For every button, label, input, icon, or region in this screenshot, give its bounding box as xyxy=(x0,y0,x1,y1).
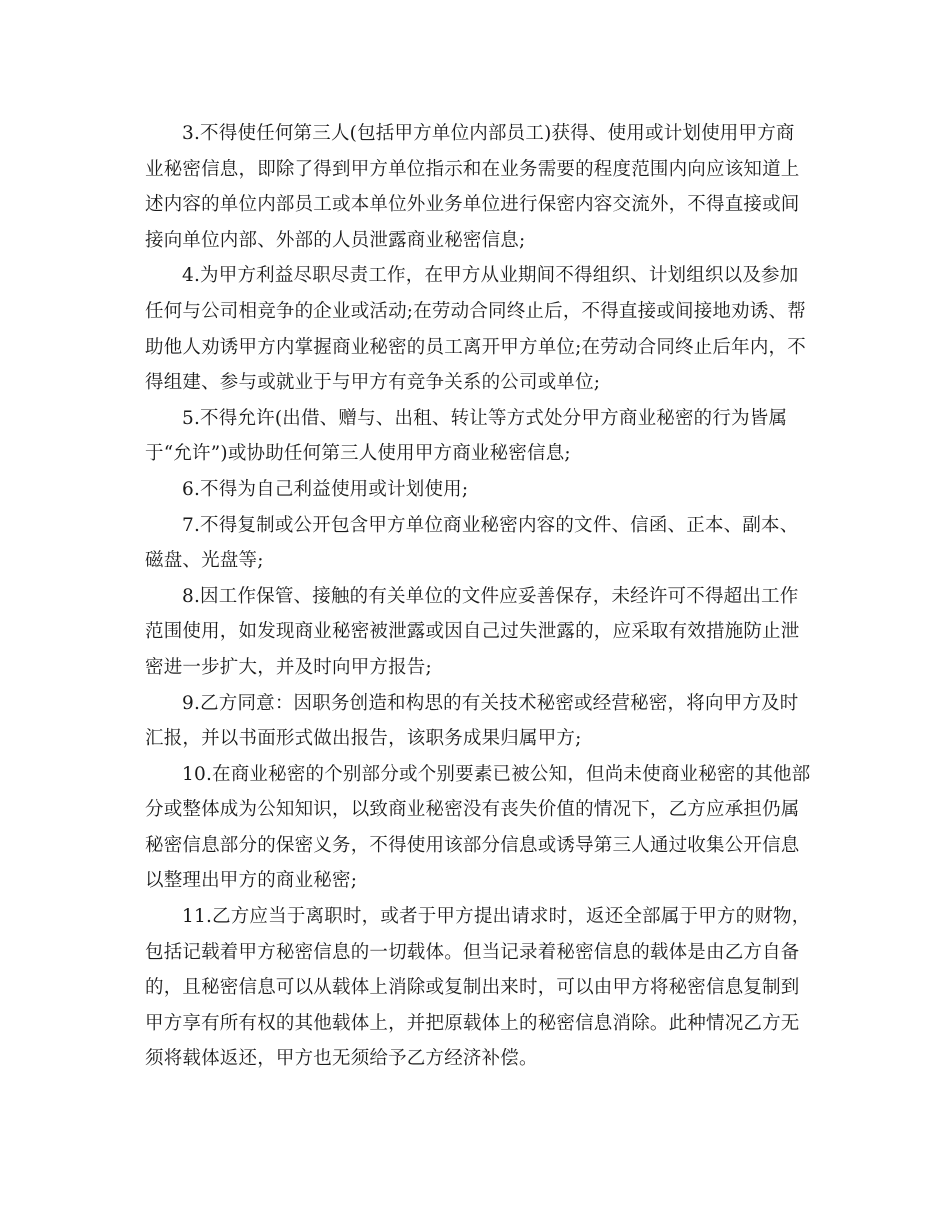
clause-11-line-4: 甲方享有所有权的其他载体上，并把原载体上的秘密信息消除。此种情况乙方无 xyxy=(145,1012,800,1034)
clause-11 xyxy=(145,899,811,1077)
clause-3-line-1: 3.不得使任何第三人(包括甲方单位内部员工)获得、使用或计划使用甲方商 xyxy=(182,123,795,144)
clause-5 xyxy=(145,401,807,472)
clause-5-line-1: 5.不得允许(出借、赠与、出租、转让等方式处分甲方商业秘密的行为皆属 xyxy=(182,407,788,429)
clause-10-line-3: 秘密信息部分的保密义务，不得使用该部分信息或诱导第三人通过收集公开信息 xyxy=(145,834,800,856)
clause-10-line-2: 分或整体成为公知知识，以致商业秘密没有丧失价值的情况下，乙方应承担仍属 xyxy=(145,799,800,821)
clause-11-line-2: 包括记载着甲方秘密信息的一切载体。但当记录着秘密信息的载体是由乙方自备 xyxy=(145,941,800,963)
document-body xyxy=(145,116,811,1077)
clause-8-line-2: 范围使用，如发现商业秘密被泄露或因自己过失泄露的，应采取有效措施防止泄 xyxy=(145,621,800,643)
clause-3-line-3: 述内容的单位内部员工或本单位外业务单位进行保密内容交流外，不得直接或间 xyxy=(145,194,800,216)
clause-9-line-2: 汇报，并以书面形式做出报告，该职务成果归属甲方; xyxy=(145,728,582,750)
clause-8-line-1: 8.因工作保管、接触的有关单位的文件应妥善保存，未经许可不得超出工作 xyxy=(182,585,799,607)
clause-10 xyxy=(145,757,811,899)
clause-3 xyxy=(145,116,807,258)
clause-5-line-2: 于“允许”)或协助任何第三人使用甲方商业秘密信息; xyxy=(145,443,571,465)
clause-11-line-3: 的，且秘密信息可以从载体上消除或复制出来时，可以由甲方将秘密信息复制到 xyxy=(145,977,800,999)
clause-4-line-2: 任何与公司相竞争的企业或活动;在劳动合同终止后，不得直接或间接地劝诱、帮 xyxy=(145,300,806,322)
clause-7 xyxy=(145,508,807,579)
clause-9 xyxy=(145,686,807,757)
clause-10-line-4: 以整理出甲方的商业秘密; xyxy=(145,870,358,892)
clause-4 xyxy=(145,258,807,400)
clause-9-line-1: 9.乙方同意：因职务创造和构思的有关技术秘密或经营秘密，将向甲方及时 xyxy=(182,692,799,714)
clause-11-line-1: 11.乙方应当于离职时，或者于甲方提出请求时，返还全部属于甲方的财物， xyxy=(182,906,811,928)
clause-7-line-2: 磁盘、光盘等; xyxy=(145,550,264,572)
clause-7-line-1: 7.不得复制或公开包含甲方单位商业秘密内容的文件、信函、正本、副本、 xyxy=(182,514,799,536)
clause-6 xyxy=(145,472,807,508)
clause-3-line-2: 业秘密信息，即除了得到甲方单位指示和在业务需要的程度范围内向应该知道上 xyxy=(145,158,800,180)
clause-6-line-1: 6.不得为自己利益使用或计划使用; xyxy=(182,478,469,500)
clause-11-line-5: 须将载体返还，甲方也无须给予乙方经济补偿。 xyxy=(145,1048,538,1070)
clause-8-line-3: 密进一步扩大，并及时向甲方报告; xyxy=(145,656,432,678)
clause-8 xyxy=(145,579,807,686)
clause-4-line-4: 得组建、参与或就业于与甲方有竞争关系的公司或单位; xyxy=(145,372,601,394)
clause-10-line-1: 10.在商业秘密的个别部分或个别要素已被公知，但尚未使商业秘密的其他部 xyxy=(182,763,811,785)
clause-4-line-3: 助他人劝诱甲方内掌握商业秘密的员工离开甲方单位;在劳动合同终止后年内，不 xyxy=(145,336,806,358)
clause-4-line-1: 4.为甲方利益尽职尽责工作，在甲方从业期间不得组织、计划组织以及参加 xyxy=(182,265,799,287)
clause-3-line-4: 接向单位内部、外部的人员泄露商业秘密信息; xyxy=(145,229,526,251)
